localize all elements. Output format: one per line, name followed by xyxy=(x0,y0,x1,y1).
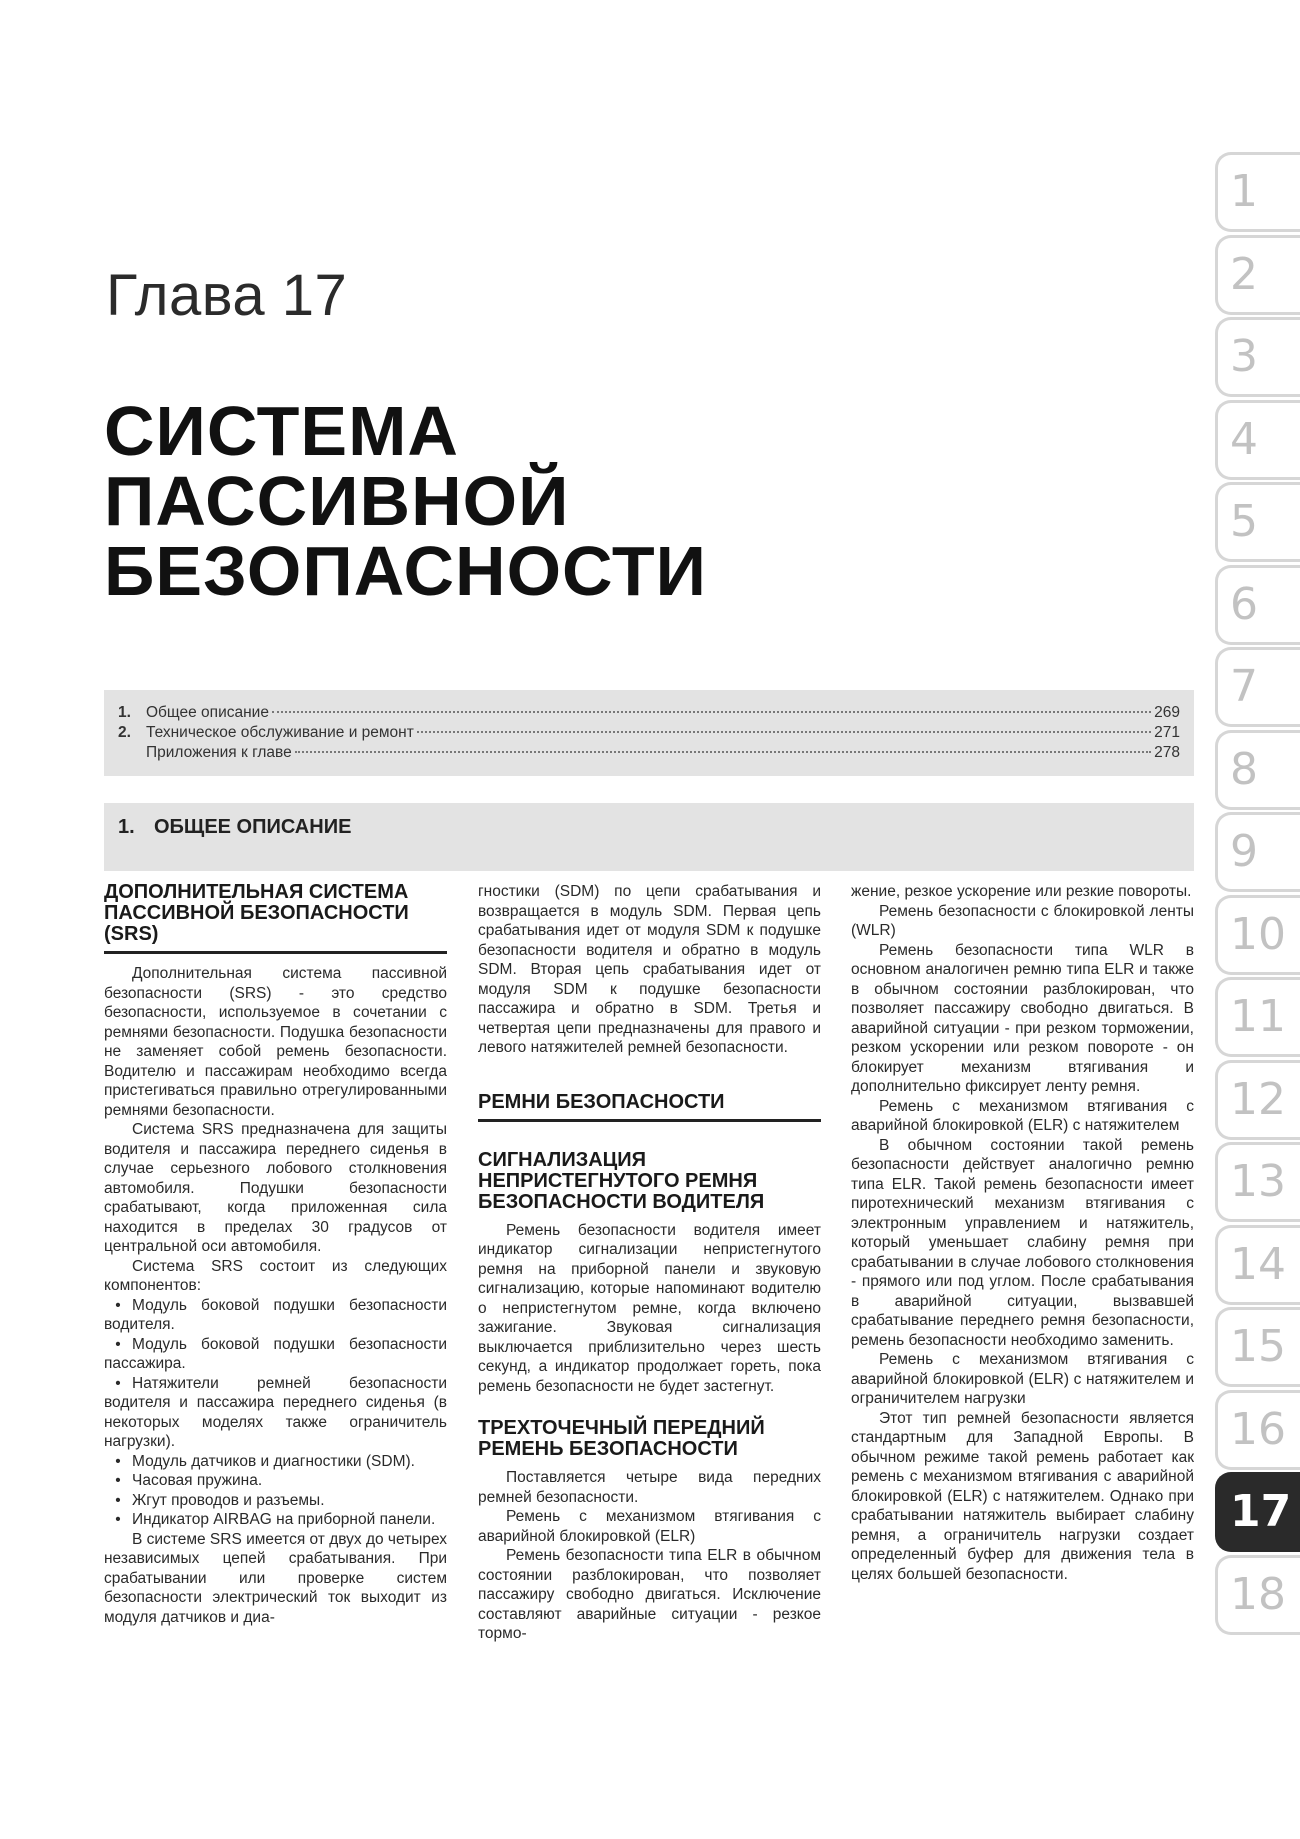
chapter-title-line: СИСТЕМА xyxy=(104,392,459,470)
chapter-title-line: ПАССИВНОЙ xyxy=(104,462,570,540)
bullet-icon: • xyxy=(115,1296,121,1314)
chapter-tab-12[interactable]: 12 xyxy=(1215,1060,1300,1140)
chapter-tab-5[interactable]: 5 xyxy=(1215,482,1300,562)
bullet-icon: • xyxy=(115,1491,121,1509)
toc-leader-dots xyxy=(272,711,1151,713)
list-item: • Модуль боковой подушки безопасности водителя. xyxy=(104,1296,447,1333)
toc-entry-number: 2. xyxy=(118,724,131,741)
paragraph: Система SRS состоит из следующих компонентов: xyxy=(104,1257,447,1294)
bullet-icon: • xyxy=(115,1452,121,1470)
paragraph: жение, резкое ускорение или резкие повороты. xyxy=(851,883,1192,900)
bullet-icon: • xyxy=(115,1374,121,1392)
table-of-contents xyxy=(104,690,1194,776)
list-item: • Натяжители ремней безопасности водителя и пассажира переднего сиденья (в некоторых моделях также ограничитель нагрузки). xyxy=(104,1374,447,1450)
toc-entry-page: 269 xyxy=(1154,704,1180,721)
paragraph: Ремень с механизмом втягивания с аварийной блокировкой (ELR) с натяжителем и ограничителем нагрузки xyxy=(851,1351,1194,1407)
chapter-label: Глава 17 xyxy=(106,263,348,328)
chapter-tab-13[interactable]: 13 xyxy=(1215,1142,1300,1222)
list-item: • Индикатор AIRBAG на приборной панели. xyxy=(104,1510,447,1530)
chapter-tab-14[interactable]: 14 xyxy=(1215,1225,1300,1305)
list-item: • Часовая пружина. xyxy=(104,1471,447,1491)
chapter-tab-1[interactable]: 1 xyxy=(1215,152,1300,232)
toc-entry[interactable] xyxy=(118,704,1180,724)
list-item: • Жгут проводов и разъемы. xyxy=(104,1491,447,1511)
chapter-tab-6[interactable]: 6 xyxy=(1215,565,1300,645)
toc-entry[interactable] xyxy=(118,744,1180,764)
chapter-tab-4[interactable]: 4 xyxy=(1215,400,1300,480)
toc-entry-number: 1. xyxy=(118,704,131,721)
bullet-icon: • xyxy=(115,1335,121,1353)
paragraph: Ремень безопасности с блокировкой ленты (WLR) xyxy=(851,902,1194,939)
toc-entry-title: Общее описание xyxy=(146,704,269,721)
chapter-tab-17[interactable]: 17 xyxy=(1215,1472,1300,1552)
chapter-title-line: БЕЗОПАСНОСТИ xyxy=(104,532,707,610)
toc-entry[interactable] xyxy=(118,724,1180,744)
paragraph: Ремень безопасности типа ELR в обычном состоянии разблокирован, что позволяет пассажиру свободно двигаться. Исключение составляют аварийные ситуации - резкое тормо- xyxy=(478,1547,821,1642)
chapter-tab-11[interactable]: 11 xyxy=(1215,977,1300,1057)
text-column-2 xyxy=(478,882,821,1644)
toc-leader-dots xyxy=(417,731,1151,733)
paragraph: Ремень с механизмом втягивания с аварийной блокировкой (ELR) xyxy=(478,1508,821,1545)
paragraph: Дополнительная система пассивной безопасности (SRS) - это средство безопасности, используемое в сочетании с ремнями безопасности. Подушка безопасности не заменяет собой ремень безопасности. Водителю и пассажирам необходимо всегда пристегиваться правильно отрегулированными ремнями безопасности. xyxy=(104,965,447,1119)
list-item: • Модуль боковой подушки безопасности пассажира. xyxy=(104,1335,447,1372)
section-title: ОБЩЕЕ ОПИСАНИЕ xyxy=(154,816,352,838)
toc-entry-title: Техническое обслуживание и ремонт xyxy=(146,724,414,741)
paragraph: Система SRS предназначена для защиты водителя и пассажира переднего сиденья в случае серьезного лобового столкновения автомобиля. Подушки безопасности срабатывают, когда приложенная сила находится в пределах 30 градусов от центральной оси автомобиля. xyxy=(104,1121,447,1255)
chapter-tab-2[interactable]: 2 xyxy=(1215,235,1300,315)
paragraph: Этот тип ремней безопасности является стандартным для Западной Европы. В обычном режиме такой ремень работает как ремень с механизмом втягивания с аварийной блокировкой (ELR) с натяжителем. Однако при срабатывании натяжитель выбирает слабину ремня, а ограничитель нагрузки создает определенный буфер для движения тела в целях большей безопасности. xyxy=(851,1409,1194,1583)
paragraph: гностики (SDM) по цепи срабатывания и возвращается в модуль SDM. Первая цепь срабатывания идет от модуля SDM к подушке безопасности водителя и обратно в модуль SDM. Вторая цепь срабатывания идет от модуля SDM к подушке безопасности пассажира и обратно в SDM. Третья и четвертая цепи предназначены для правого и левого натяжителей ремней безопасности. xyxy=(478,883,821,1056)
paragraph: В системе SRS имеется от двух до четырех независимых цепей срабатывания. При срабатывании или проверке систем безопасности электрический ток выходит из модуля датчиков и диа- xyxy=(104,1530,447,1626)
chapter-tab-10[interactable]: 10 xyxy=(1215,895,1300,975)
section-number: 1. xyxy=(118,816,135,838)
toc-entry-page: 278 xyxy=(1154,744,1180,761)
bullet-icon: • xyxy=(115,1511,121,1528)
paragraph: Поставляется четыре вида передних ремней безопасности. xyxy=(478,1469,821,1506)
paragraph: В обычном состоянии такой ремень безопасности действует аналогично ремню типа ELR. Такой ремень безопасности имеет пиротехнический механизм втягивания с электронным управлением и натяжитель, который уменьшает слабину ремня при срабатывании в случае лобового столкновения - прямого или под углом. После срабатывания в аварийной ситуации, вызвавшей срабатывание переднего ремня безопасности, ремень безопасности необходимо заменить. xyxy=(851,1136,1194,1349)
chapter-tab-7[interactable]: 7 xyxy=(1215,647,1300,727)
list-item: • Модуль датчиков и диагностики (SDM). xyxy=(104,1452,447,1472)
text-column-3 xyxy=(851,882,1194,1584)
chapter-tab-18[interactable]: 18 xyxy=(1215,1555,1300,1635)
paragraph: Ремень безопасности водителя имеет индикатор сигнализации непристегнутого ремня на приборной панели и звуковую сигнализацию, которые напоминают водителю о непристегнутом ремне, когда включено зажигание. Звуковая сигнализация выключается приблизительно через шесть секунд, а индикатор продолжает гореть, пока ремень безопасности не будет застегнут. xyxy=(478,1221,821,1395)
text-column-1 xyxy=(104,882,447,1627)
three-point-belt-heading: ТРЕХТОЧЕЧНЫЙ ПЕРЕДНИЙ РЕМЕНЬ БЕЗОПАСНОСТИ xyxy=(478,1417,765,1460)
bullet-icon: • xyxy=(115,1472,121,1489)
chapter-tab-16[interactable]: 16 xyxy=(1215,1390,1300,1470)
chapter-title xyxy=(104,392,1004,610)
paragraph: Ремень безопасности типа WLR в основном аналогичен ремню типа ELR и также в обычном состоянии разблокирован, что позволяет пассажиру свободно двигаться. В аварийной ситуации - при резком торможении, резком ускорении или резком повороте - он блокирует механизм втягивания и дополнительно фиксирует ленту ремня. xyxy=(851,941,1194,1095)
srs-heading: ДОПОЛНИТЕЛЬНАЯ СИСТЕМА ПАССИВНОЙ БЕЗОПАСНОСТИ (SRS) xyxy=(104,882,447,954)
toc-entry-page: 271 xyxy=(1154,724,1180,741)
chapter-tab-3[interactable]: 3 xyxy=(1215,317,1300,397)
seatbelts-heading: РЕМНИ БЕЗОПАСНОСТИ xyxy=(478,1092,821,1122)
unbuckled-warning-heading: СИГНАЛИЗАЦИЯ НЕПРИСТЕГНУТОГО РЕМНЯ БЕЗОПАСНОСТИ ВОДИТЕЛЯ xyxy=(478,1148,765,1213)
paragraph: Ремень с механизмом втягивания с аварийной блокировкой (ELR) с натяжителем xyxy=(851,1097,1194,1134)
toc-leader-dots xyxy=(295,751,1151,753)
section-header xyxy=(104,803,1194,871)
chapter-tab-8[interactable]: 8 xyxy=(1215,730,1300,810)
toc-entry-title: Приложения к главе xyxy=(146,744,292,761)
chapter-tab-15[interactable]: 15 xyxy=(1215,1307,1300,1387)
chapter-tab-9[interactable]: 9 xyxy=(1215,812,1300,892)
